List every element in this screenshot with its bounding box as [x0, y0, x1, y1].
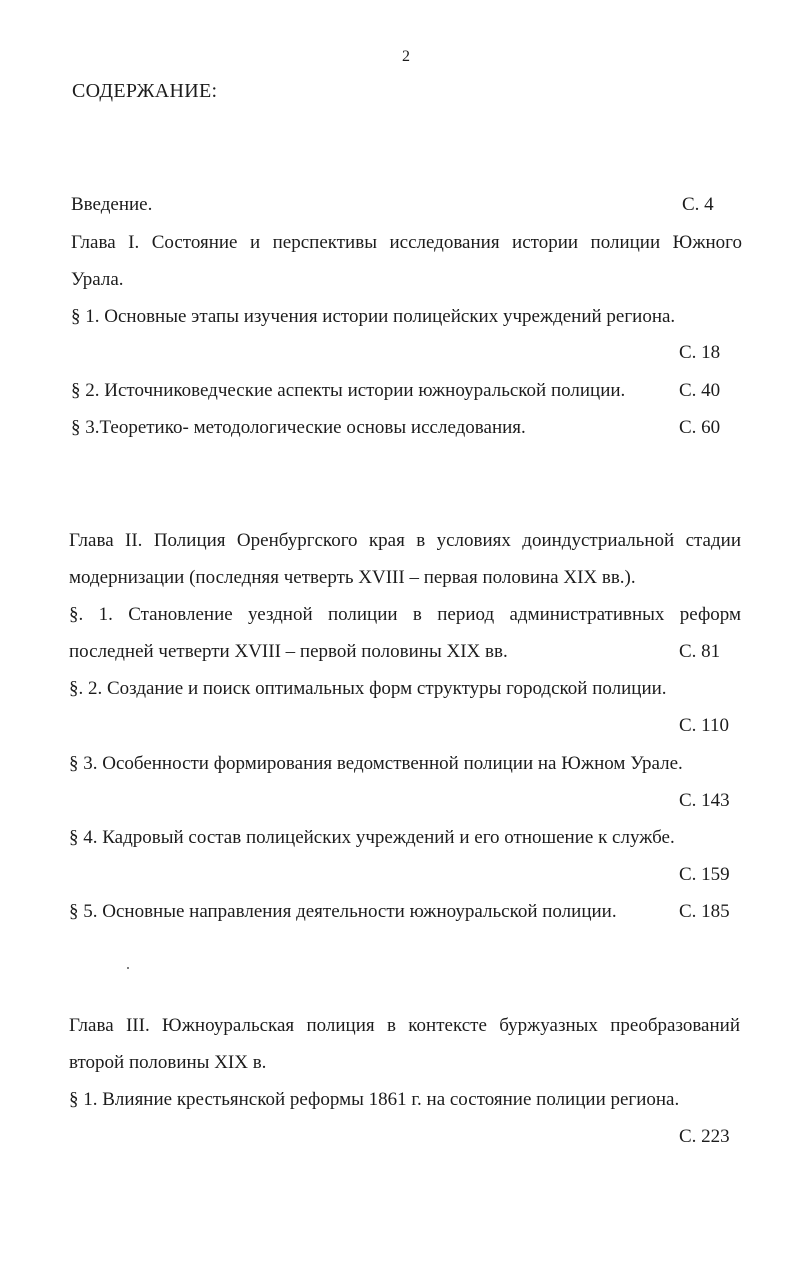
chapter-3-section-1-page: С. 223 — [679, 1126, 730, 1147]
chapter-2-section-1-title-line-1: §. 1. Становление уездной полиции в период административных реформ — [69, 604, 741, 625]
chapter-2-section-5-title: § 5. Основные направления деятельности южноуральской полиции. — [69, 901, 617, 922]
page-number: 2 — [402, 48, 410, 65]
chapter-2-section-1-page: С. 81 — [679, 641, 721, 662]
toc-introduction-title: Введение. — [71, 194, 153, 215]
chapter-1-section-2-title: § 2. Источниковедческие аспекты истории южноуральской полиции. — [71, 380, 626, 401]
chapter-2-section-1-title-line-2: последней четверти XVIII – первой половины XIX вв. — [69, 641, 508, 662]
toc-introduction-page: С. 4 — [682, 194, 714, 215]
chapter-2-section-3-page: С. 143 — [679, 790, 730, 811]
chapter-2-title-line-1: Глава II. Полиция Оренбургского края в условиях доиндустриальной стадии — [69, 530, 741, 551]
chapter-1-section-3-title: § 3.Теоретико- методологические основы исследования. — [71, 417, 526, 438]
contents-heading: СОДЕРЖАНИЕ: — [72, 80, 218, 102]
chapter-2-section-3-title: § 3. Особенности формирования ведомственной полиции на Южном Урале. — [69, 753, 683, 774]
chapter-2-section-2-title: §. 2. Создание и поиск оптимальных форм структуры городской полиции. — [69, 678, 667, 699]
chapter-3-section-1-title: § 1. Влияние крестьянской реформы 1861 г. на состояние полиции региона. — [69, 1089, 680, 1110]
chapter-2-section-4-title: § 4. Кадровый состав полицейских учреждений и его отношение к службе. — [69, 827, 675, 848]
chapter-1-title-line-1: Глава I. Состояние и перспективы исследования истории полиции Южного — [71, 232, 742, 253]
chapter-3-title-line-1: Глава III. Южноуральская полиция в контексте буржуазных преобразований — [69, 1015, 740, 1036]
chapter-2-section-5-page: С. 185 — [679, 901, 730, 922]
chapter-2-section-2-page: С. 110 — [679, 715, 729, 736]
chapter-2-section-4-page: С. 159 — [679, 864, 730, 885]
scan-speck — [127, 967, 129, 969]
chapter-1-title-line-2: Урала. — [71, 269, 124, 290]
chapter-1-section-1-title: § 1. Основные этапы изучения истории полицейских учреждений региона. — [71, 306, 676, 327]
chapter-2-title-line-2: модернизации (последняя четверть XVIII – первая половина XIX вв.). — [69, 567, 636, 588]
chapter-1-section-1-page: С. 18 — [679, 342, 721, 363]
chapter-1-section-2-page: С. 40 — [679, 380, 721, 401]
chapter-1-section-3-page: С. 60 — [679, 417, 721, 438]
chapter-3-title-line-2: второй половины XIX в. — [69, 1052, 267, 1073]
